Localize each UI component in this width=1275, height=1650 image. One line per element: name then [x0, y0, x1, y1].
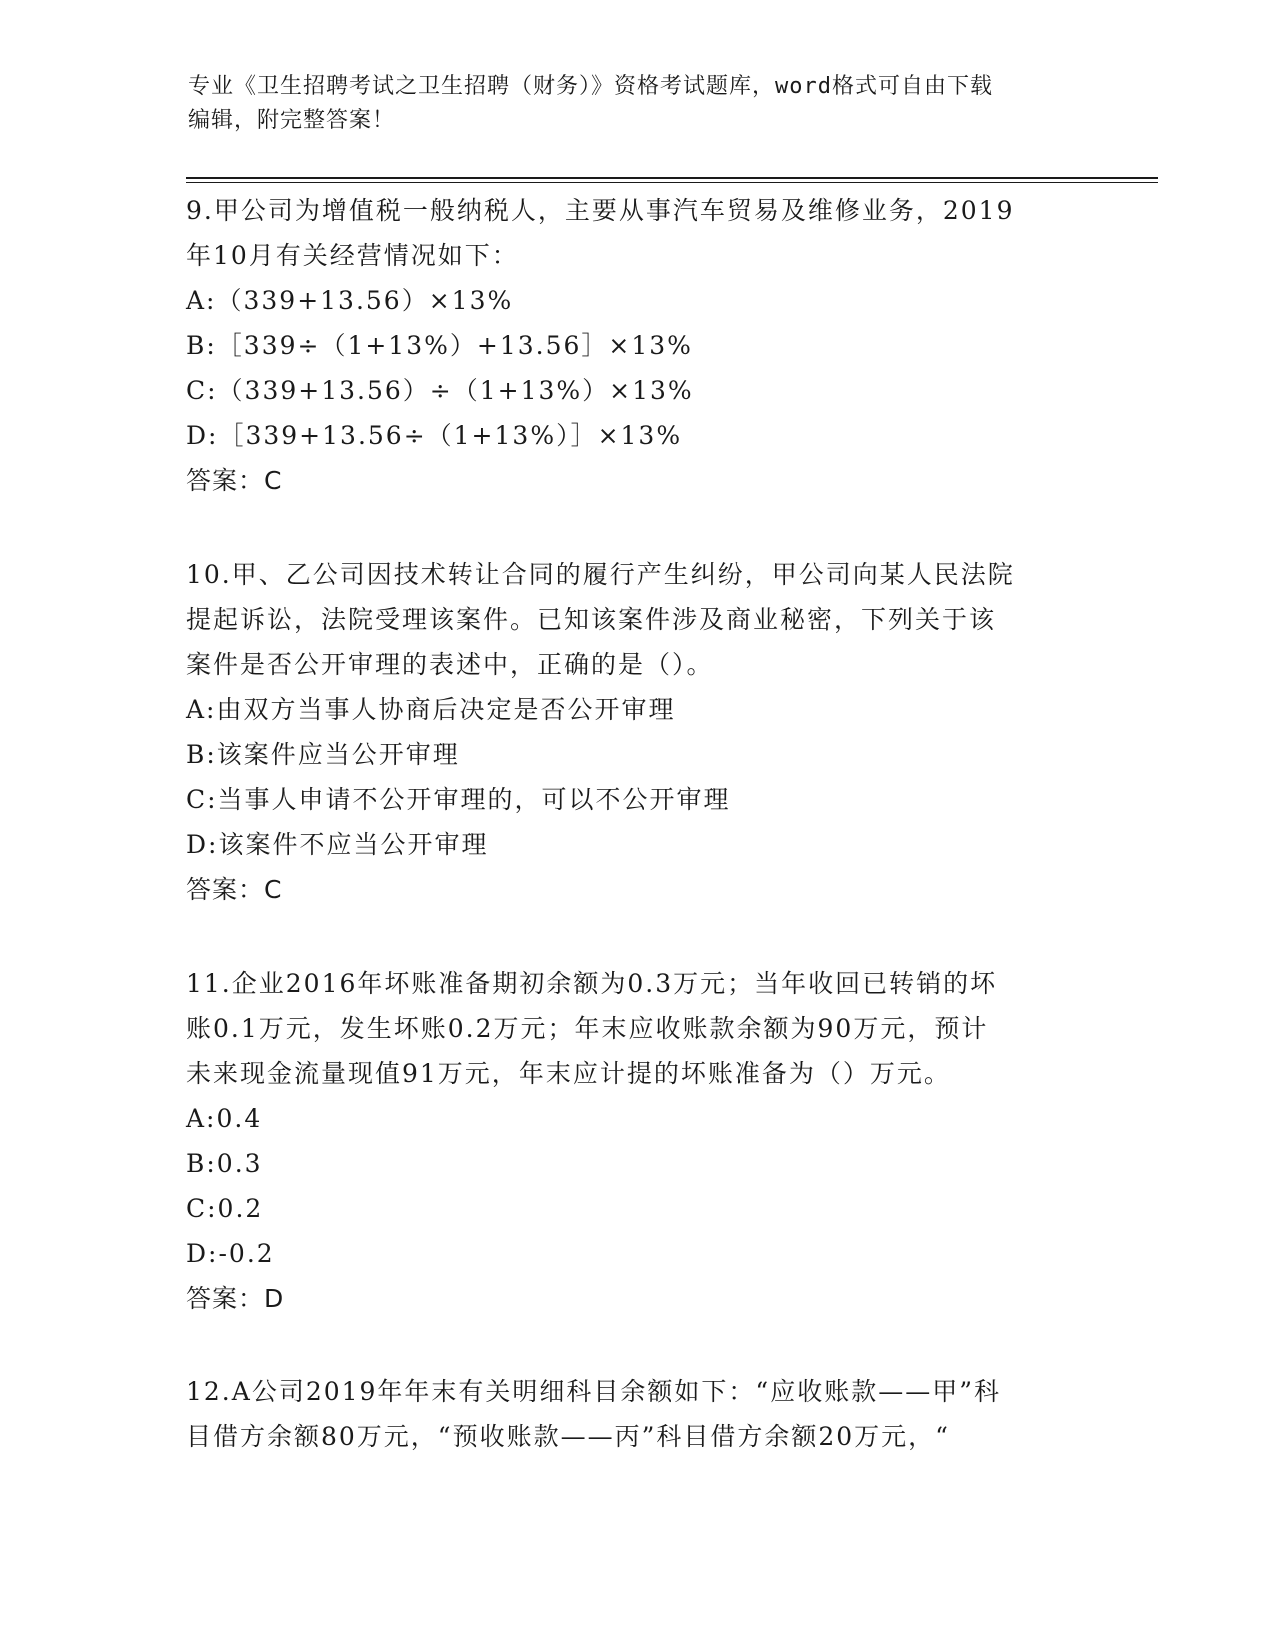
- question-stem-line: 案件是否公开审理的表述中，正确的是（）。: [186, 650, 714, 679]
- question-stem-line: 提起诉讼，法院受理该案件。已知该案件涉及商业秘密，下列关于该: [186, 605, 997, 634]
- question-9: [186, 188, 1106, 503]
- answer-label: 答案：C: [186, 875, 283, 904]
- question-stem-line: 目借方余额80万元，“预收账款——丙”科目借方余额20万元，“: [186, 1422, 950, 1451]
- option-a: A:0.4: [186, 1104, 263, 1133]
- question-10: [186, 552, 1106, 912]
- question-stem-line: 12.A公司2019年年末有关明细科目余额如下：“应收账款——甲”科: [186, 1377, 1001, 1406]
- header-rule-thick: [186, 177, 1158, 179]
- question-stem-line: 未来现金流量现值91万元，年末应计提的坏账准备为（）万元。: [186, 1059, 951, 1088]
- question-stem-line: 年10月有关经营情况如下：: [186, 241, 519, 270]
- question-11: [186, 961, 1106, 1321]
- question-stem-line: 11.企业2016年坏账准备期初余额为0.3万元；当年收回已转销的坏: [186, 969, 998, 998]
- option-c: C:（339+13.56）÷（1+13%）×13%: [186, 376, 694, 405]
- question-12: [186, 1369, 1106, 1459]
- option-c: C:当事人申请不公开审理的，可以不公开审理: [186, 785, 731, 814]
- document-header: [188, 70, 1088, 138]
- option-a: A:由双方当事人协商后决定是否公开审理: [186, 695, 676, 724]
- question-stem-line: 10.甲、乙公司因技术转让合同的履行产生纠纷，甲公司向某人民法院: [186, 560, 1015, 589]
- header-line-2: 编辑，附完整答案！: [188, 108, 396, 133]
- header-rule-thin: [186, 182, 1158, 183]
- answer-label: 答案：C: [186, 466, 283, 495]
- option-b: B:0.3: [186, 1149, 263, 1178]
- option-b: B:该案件应当公开审理: [186, 740, 460, 769]
- option-a: A:（339+13.56）×13%: [186, 286, 514, 315]
- header-line-1: 专业《卫生招聘考试之卫生招聘（财务）》资格考试题库，word格式可自由下载: [188, 74, 993, 99]
- option-c: C:0.2: [186, 1194, 264, 1223]
- answer-label: 答案：D: [186, 1284, 285, 1313]
- option-d: D:［339+13.56÷（1+13%）］×13%: [186, 421, 683, 450]
- option-d: D:-0.2: [186, 1239, 275, 1268]
- question-stem-line: 9.甲公司为增值税一般纳税人，主要从事汽车贸易及维修业务，2019: [186, 196, 1015, 225]
- question-stem-line: 账0.1万元，发生坏账0.2万元；年末应收账款余额为90万元，预计: [186, 1014, 989, 1043]
- option-d: D:该案件不应当公开审理: [186, 830, 489, 859]
- option-b: B:［339÷（1+13%）+13.56］×13%: [186, 331, 693, 360]
